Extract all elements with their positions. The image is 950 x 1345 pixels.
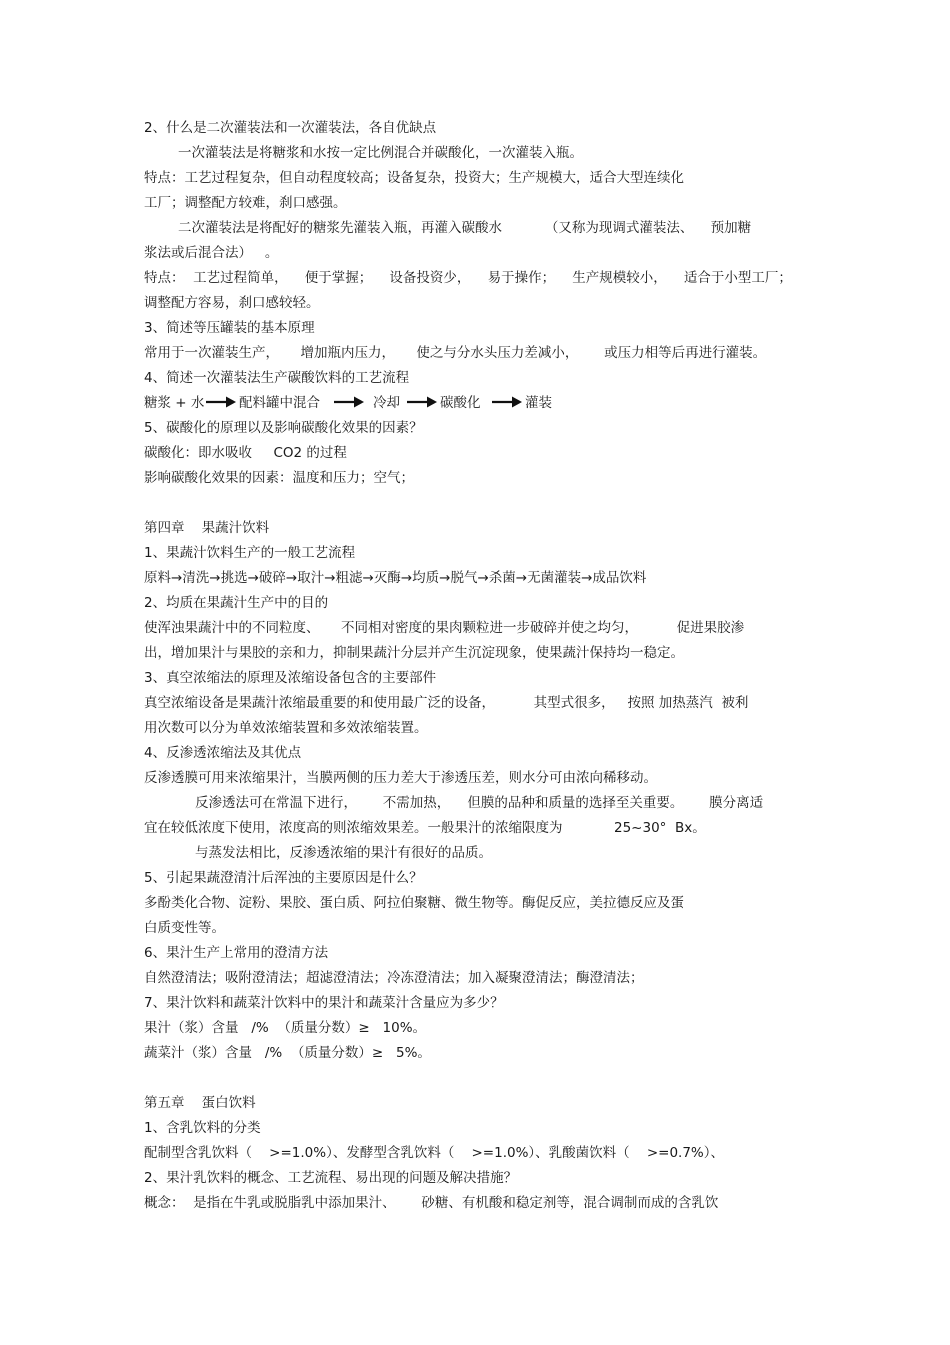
line-q3-answer: 常用于一次灌装生产， 增加瓶内压力， 使之与分水头压力差减小， 或压力相等后再进行灌装。 (144, 345, 767, 361)
line-c5-q1-answer: 配制型含乳饮料（ >=1.0%）、发酵型含乳饮料（ >=1.0%）、乳酸菌饮料（ >=0.7%）、 (144, 1145, 725, 1161)
flow-step-cooling: 冷却 (373, 395, 400, 411)
line-q3-heading: 3、简述等压罐装的基本原理 (144, 320, 315, 336)
flow-step-carbonation: 碳酸化 (440, 395, 481, 411)
line-c4-q7-answer-veg: 蔬菜汁（浆）含量 /% （质量分数）≥ 5%。 (144, 1045, 431, 1061)
line-c4-q7-heading: 7、果汁饮料和蔬菜汁饮料中的果汁和蔬菜汁含量应为多少？ (144, 995, 504, 1011)
line-two-fill-features-cont: 调整配方容易，刹口感较轻。 (144, 295, 320, 311)
chapter-4-heading: 第四章 果蔬汁饮料 (144, 520, 270, 536)
line-one-fill-features: 特点：工艺过程复杂，但自动程度较高；设备复杂，投资大；生产规模大，适合大型连续化 (144, 170, 684, 186)
flow-step-syrup-water: 糖浆 + 水 (144, 395, 205, 411)
line-c4-q2-answer: 使浑浊果蔬汁中的不同粒度、 不同相对密度的果肉颗粒进一步破碎并使之均匀， 促进果胶渗 (144, 620, 745, 636)
line-c4-q5-answer: 多酚类化合物、淀粉、果胶、蛋白质、阿拉伯聚糖、微生物等。酶促反应，美拉德反应及蛋 (144, 895, 684, 911)
line-q4-heading: 4、简述一次灌装法生产碳酸饮料的工艺流程 (144, 370, 410, 386)
line-one-fill-features-cont: 工厂；调整配方较难，刹口感强。 (144, 195, 347, 211)
process-flow (144, 394, 604, 414)
line-c4-q4-heading: 4、反渗透浓缩法及其优点 (144, 745, 302, 761)
chapter-5-heading: 第五章 蛋白饮料 (144, 1095, 256, 1111)
line-c4-q5-answer-cont: 白质变性等。 (144, 920, 225, 936)
line-c4-q4-answer: 反渗透膜可用来浓缩果汁，当膜两侧的压力差大于渗透压差，则水分可由浓向稀移动。 (144, 770, 657, 786)
arrow-right-icon (334, 395, 364, 409)
line-two-fill-definition: 二次灌装法是将配好的糖浆先灌装入瓶，再灌入碳酸水 （又称为现调式灌装法、 预加糖 (178, 220, 752, 236)
line-carbonation-definition: 碳酸化：即水吸收 CO2 的过程 (144, 445, 347, 461)
line-c4-q1-heading: 1、果蔬汁饮料生产的一般工艺流程 (144, 545, 356, 561)
line-two-fill-features: 特点： 工艺过程简单， 便于掌握； 设备投资少， 易于操作； 生产规模较小， 适合于小型工厂； (144, 270, 792, 286)
line-q2-heading: 2、什么是二次灌装法和一次灌装法，各自优缺点 (144, 120, 437, 136)
line-c4-q6-heading: 6、果汁生产上常用的澄清方法 (144, 945, 329, 961)
line-c5-q2-answer: 概念： 是指在牛乳或脱脂乳中添加果汁、 砂糖、有机酸和稳定剂等，混合调制而成的含乳饮 (144, 1195, 719, 1211)
arrow-right-icon (206, 395, 236, 409)
line-carbonation-factors: 影响碳酸化效果的因素：温度和压力；空气； (144, 470, 414, 486)
line-c4-q5-heading: 5、引起果蔬澄清汁后浑浊的主要原因是什么？ (144, 870, 423, 886)
line-c4-q4-answer-3: 宜在较低浓度下使用，浓度高的则浓缩效果差。一般果汁的浓缩限度为 25~30° Bx。 (144, 820, 706, 836)
line-two-fill-definition-cont: 浆法或后混合法） 。 (144, 245, 279, 261)
flow-step-filling: 灌装 (525, 395, 552, 411)
line-c4-q3-heading: 3、真空浓缩法的原理及浓缩设备包含的主要部件 (144, 670, 437, 686)
line-c4-q2-heading: 2、均质在果蔬汁生产中的目的 (144, 595, 329, 611)
line-c5-q2-heading: 2、果汁乳饮料的概念、工艺流程、易出现的问题及解决措施？ (144, 1170, 518, 1186)
line-c4-q2-answer-cont: 出，增加果汁与果胶的亲和力，抑制果蔬汁分层并产生沉淀现象，使果蔬汁保持均一稳定。 (144, 645, 684, 661)
line-c4-q3-answer-cont: 用次数可以分为单效浓缩装置和多效浓缩装置。 (144, 720, 428, 736)
line-c4-q4-answer-4: 与蒸发法相比，反渗透浓缩的果汁有很好的品质。 (195, 845, 492, 861)
line-c4-q7-answer-fruit: 果汁（浆）含量 /% （质量分数）≥ 10%。 (144, 1020, 427, 1036)
line-c4-q4-answer-2: 反渗透法可在常温下进行， 不需加热， 但膜的品种和质量的选择至关重要。 膜分离适 (195, 795, 764, 811)
arrow-right-icon (407, 395, 437, 409)
arrow-right-icon (492, 395, 522, 409)
line-one-fill-definition: 一次灌装法是将糖浆和水按一定比例混合并碳酸化，一次灌装入瓶。 (178, 145, 583, 161)
line-c4-q6-answer: 自然澄清法；吸附澄清法；超滤澄清法；冷冻澄清法；加入凝聚澄清法；酶澄清法； (144, 970, 644, 986)
line-c4-q1-answer: 原料→清洗→挑选→破碎→取汁→粗滤→灭酶→均质→脱气→杀菌→无菌灌装→成品饮料 (144, 570, 647, 586)
line-q5-heading: 5、碳酸化的原理以及影响碳酸化效果的因素？ (144, 420, 423, 436)
flow-step-mixing-tank: 配料罐中混合 (239, 395, 320, 411)
line-c4-q3-answer: 真空浓缩设备是果蔬汁浓缩最重要的和使用最广泛的设备， 其型式很多， 按照 加热蒸汽 被利 (144, 695, 749, 711)
line-c5-q1-heading: 1、含乳饮料的分类 (144, 1120, 261, 1136)
